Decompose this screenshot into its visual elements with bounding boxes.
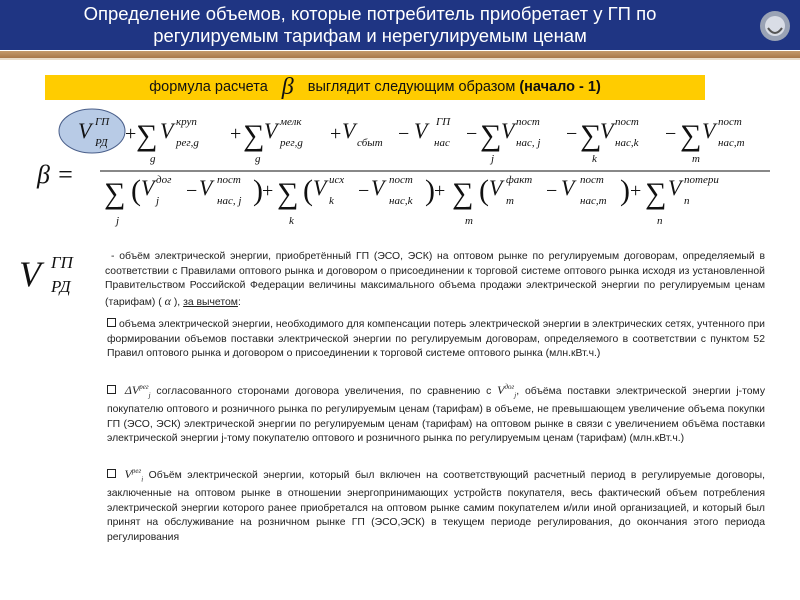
v-reg-symbol (124, 467, 144, 484)
op: + (230, 123, 242, 145)
sum: ∑ (136, 119, 158, 152)
alpha-symbol: α (164, 293, 171, 308)
paren: ( (131, 174, 141, 207)
sup: пост (718, 116, 742, 128)
definition-paragraph (105, 250, 765, 310)
definition-text: - объём электрической энергии, приобретённый ГП (ЭСО, ЭСК) на оптовом рынке по регулируемым договорам, определяемый в соответствии с Правилами оптового рынка и договором о присоединении к торговой системе оптового рынка исходя из установленной Правительством Российской Федерации величины максимального объема продажи электрической энергии по регулируемым ценам (тарифам) ( (105, 251, 765, 308)
bullet-item (107, 464, 765, 545)
v: V (78, 118, 92, 143)
v: V (264, 118, 278, 143)
sup: ГП (51, 253, 73, 272)
sub: m (506, 195, 514, 207)
paren: ) (425, 174, 435, 207)
sup: факт (506, 174, 533, 186)
sup: пост (580, 174, 604, 186)
formula-banner (45, 75, 705, 100)
bullet-item (107, 318, 765, 362)
v: V (19, 254, 41, 294)
highlight-ellipse (59, 109, 125, 153)
idx: k (592, 153, 597, 165)
underlined-text: за вычетом (183, 296, 238, 308)
sup: потери (684, 174, 719, 186)
sub: РД (51, 277, 71, 296)
op: + (262, 180, 274, 202)
sum: ∑ (277, 177, 299, 210)
op: − (546, 180, 558, 202)
idx: g (255, 153, 261, 165)
sum: ∑ (580, 119, 602, 152)
idx: n (657, 215, 663, 227)
sup: пост (516, 116, 540, 128)
sup: дог (504, 383, 515, 391)
v: V (313, 175, 327, 200)
sub: j (156, 195, 160, 207)
bullet-item (107, 380, 765, 447)
idx: m (692, 153, 700, 165)
company-logo-icon (758, 6, 792, 46)
sub: сбыт (357, 137, 383, 149)
sub: нас,k (389, 195, 413, 207)
op: − (466, 123, 478, 145)
sup: пост (217, 174, 241, 186)
colon: : (237, 296, 241, 308)
v: V (489, 175, 503, 200)
sup: круп (176, 116, 197, 128)
sym: ΔV (124, 383, 140, 397)
v: V (501, 118, 515, 143)
banner-text: формула расчета (149, 79, 268, 95)
sub: рег,g (176, 137, 199, 149)
sum: ∑ (452, 177, 474, 210)
page-title: Определение объемов, которые потребитель приобретает у ГП по регулируемым тарифам и нерегулируемым ценам (83, 3, 657, 46)
op: − (566, 123, 578, 145)
sub: i (141, 475, 144, 484)
bullet-text-2: , объёма поставки электрической энергии j-тому покупателю оптового и розничного рынка по регулируемым ценам (тарифам) в объеме, не превышающем увеличение объема покупки ГП (ЭСО, ЭСК) электрической энергии по регулируемым ценам (тарифам) на оптовом рынке в связи с увеличением объёма поставки электрической энергии j-тому покупателю оптового и розничного рынка по регулируемым ценам (тарифам) (млн.кВт.ч.) (107, 386, 766, 445)
sup: мелк (280, 116, 302, 128)
checkbox-bullet-icon (107, 318, 116, 327)
sup: дог (156, 174, 172, 186)
op: − (358, 180, 370, 202)
idx: g (150, 153, 156, 165)
idx: j (491, 153, 495, 165)
op: − (186, 180, 198, 202)
paren: ) (620, 174, 630, 207)
banner-text-after: выглядит следующим образом (307, 79, 516, 95)
sub: j (514, 391, 517, 400)
sub: нас (434, 137, 450, 149)
sub: нас,k (615, 137, 639, 149)
v-dog-symbol (497, 383, 517, 400)
v: V (668, 175, 682, 200)
op: − (665, 123, 677, 145)
sub: j (148, 391, 151, 400)
delta-v-symbol (124, 383, 151, 400)
op: + (434, 180, 446, 202)
header-divider-shadow (0, 58, 800, 60)
sup: исх (329, 174, 345, 186)
sup: ГП (95, 116, 110, 128)
sum: ∑ (243, 119, 265, 152)
v: V (141, 175, 155, 200)
idx: m (465, 215, 473, 227)
sym: V (124, 467, 132, 481)
beta-symbol: β (281, 74, 294, 100)
v: V (414, 118, 428, 143)
v: V (702, 118, 716, 143)
sum: ∑ (645, 177, 667, 210)
sub: нас, j (516, 137, 541, 149)
checkbox-bullet-icon (107, 469, 116, 478)
paren: ) (253, 174, 263, 207)
idx: k (289, 215, 294, 227)
sub: нас,m (718, 137, 745, 149)
sup: рег (139, 383, 149, 391)
v: V (199, 175, 213, 200)
definition-text-end: ), (173, 296, 181, 308)
banner-bold: (начало - 1) (519, 79, 601, 95)
op: + (330, 123, 342, 145)
paren: ( (303, 174, 313, 207)
definition-symbol (15, 248, 105, 298)
sup: ГП (436, 116, 451, 128)
v: V (371, 175, 385, 200)
v: V (561, 175, 575, 200)
sup: пост (389, 174, 413, 186)
bullet-text: объема электрической энергии, необходимого для компенсации потерь электрической энергии в электрических сетях, учтенного при формировании объемов поставки электрической энергии по регулируемым договорам, определяемого в соответствии с пунктом 52 Правил оптового рынка и договором о присоединении к торговой системе оптового рынка (млн.кВт.ч.) (107, 319, 765, 360)
bullet-text: согласованного сторонами договора увеличения, по сравнению с (156, 386, 492, 397)
sum: ∑ (104, 177, 126, 210)
header-bar (0, 0, 800, 50)
op: + (630, 180, 642, 202)
sup: пост (615, 116, 639, 128)
checkbox-bullet-icon (107, 385, 116, 394)
paren: ( (479, 174, 489, 207)
sub: РД (95, 137, 108, 149)
v: V (342, 118, 356, 143)
sub: нас,m (580, 195, 607, 207)
header-divider (0, 51, 800, 58)
op: − (398, 123, 410, 145)
idx: j (116, 215, 120, 227)
v: V (600, 118, 614, 143)
bullet-text: Объём электрической энергии, который был включен на соответствующий расчетный период в регулируемые договоры, заключенные на оптовом рынке в отношении энергопринимающих устройств покупателя, весь фактический объем потребления электрической энергии которого ранее приобретался на оптовом рынке самим покупателем и/или иной организацией, и который был принят на обслуживание на розничном рынке ГП (ЭСО,ЭСК) в текущем периоде регулирования, до окончания этого периода регулирования (107, 470, 765, 543)
beta-lhs: β = (37, 160, 74, 189)
sum: ∑ (680, 119, 702, 152)
op: + (125, 123, 137, 145)
sym: V (497, 383, 505, 397)
sup: рег (131, 467, 142, 475)
sub: k (329, 195, 334, 207)
v: V (160, 118, 174, 143)
sum: ∑ (480, 119, 502, 152)
beta-formula (0, 100, 800, 235)
sub: нас, j (217, 195, 242, 207)
sub: n (684, 195, 690, 207)
sub: рег,g (280, 137, 303, 149)
